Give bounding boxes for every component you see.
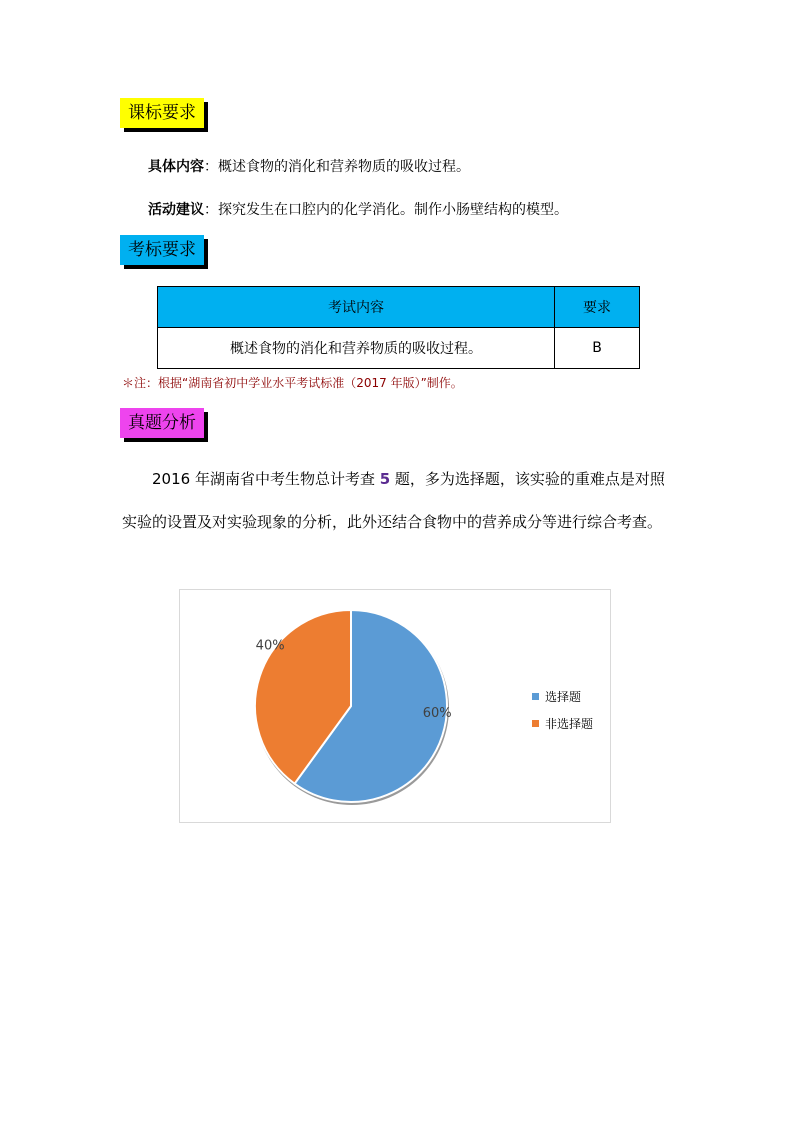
pie-chart <box>179 589 611 823</box>
table-header-requirement: 要求 <box>555 287 640 328</box>
source-note: ＊注：根据“湖南省初中学业水平考试标准（2017 年版）”制作。 <box>122 376 463 390</box>
legend-swatch <box>532 720 539 727</box>
question-count: 5 <box>379 470 391 488</box>
section-title-exam: 考标要求 <box>120 235 204 265</box>
curriculum-line-content: 具体内容：概述食物的消化和营养物质的吸收过程。 <box>148 159 470 175</box>
curriculum-line-activity: 活动建议：探究发生在口腔内的化学消化。制作小肠壁结构的模型。 <box>148 202 568 218</box>
legend-label: 非选择题 <box>545 717 594 731</box>
table-cell-requirement: B <box>555 328 640 369</box>
pie-data-label-1: 60% <box>422 706 452 722</box>
line-text: 探究发生在口腔内的化学消化。制作小肠壁结构的模型。 <box>218 202 568 218</box>
table-row <box>158 328 640 369</box>
line-label: 活动建议 <box>148 202 204 218</box>
legend-swatch <box>532 693 539 700</box>
table-header-content: 考试内容 <box>158 287 555 328</box>
pie-data-label-2: 40% <box>255 638 285 654</box>
legend-label: 选择题 <box>545 690 582 704</box>
table-cell-content: 概述食物的消化和营养物质的吸收过程。 <box>158 328 555 369</box>
legend-item-1 <box>532 688 593 705</box>
chart-legend <box>532 688 593 742</box>
legend-item-2 <box>532 715 593 732</box>
line-text: 概述食物的消化和营养物质的吸收过程。 <box>218 159 470 175</box>
requirements-table <box>157 286 640 369</box>
line-label: 具体内容 <box>148 159 204 175</box>
section-title-curriculum: 课标要求 <box>120 98 204 128</box>
table-header-row <box>158 287 640 328</box>
analysis-paragraph: 2016 年湖南省中考生物总计考查 5 题，多为选择题，该实验的重难点是对照实验的设置及对实验现象的分析，此外还结合食物中的营养成分等进行综合考查。 <box>122 470 665 531</box>
section-title-analysis: 真题分析 <box>120 408 204 438</box>
